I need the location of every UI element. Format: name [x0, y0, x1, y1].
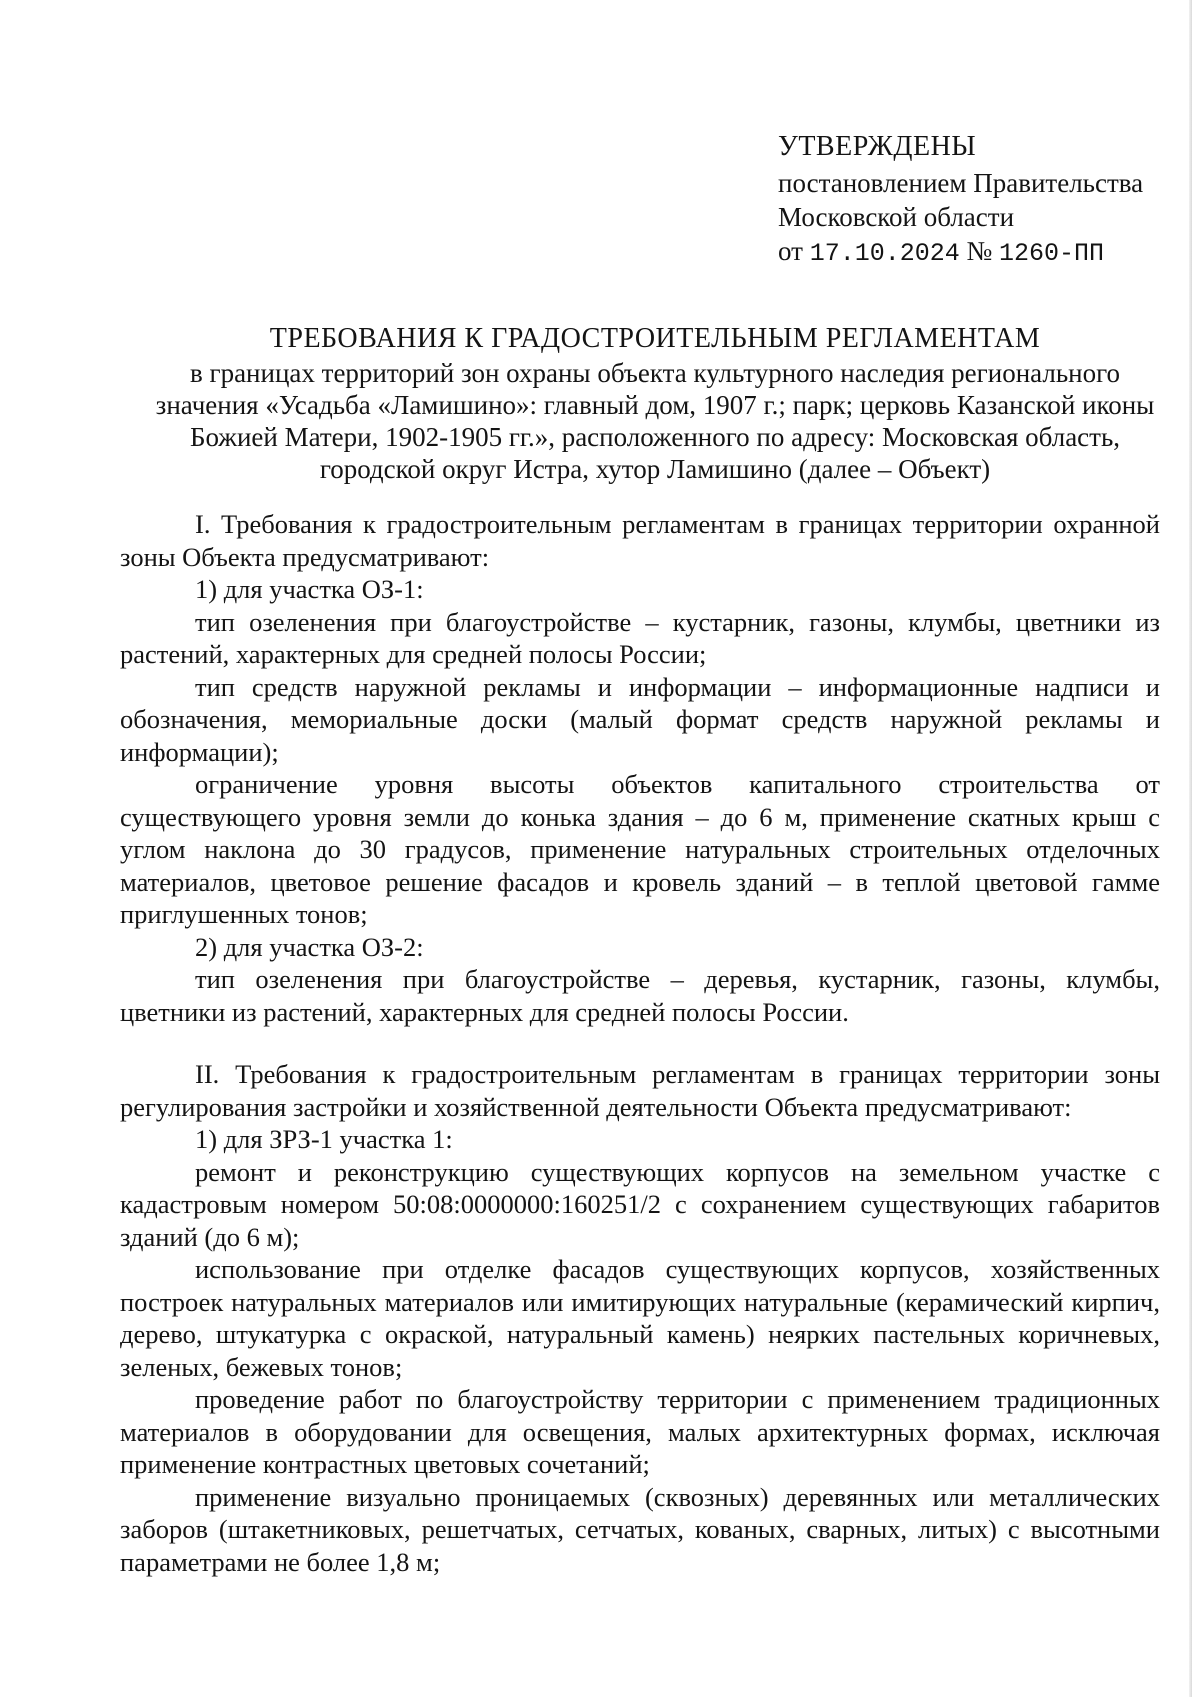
- section-1-site-1-item: тип средств наружной рекламы и информации – информационные надписи и обозначения, мемориальные доски (малый формат средств наружной рекламы и информации);: [120, 671, 1160, 767]
- section-1-site-2-label: 2) для участка ОЗ-2:: [195, 931, 424, 962]
- section-1-heading: I. Требования к градостроительным регламентам в границах территории охранной зоны Объекта предусматривают:: [120, 509, 1160, 572]
- section-2-site-1-item: проведение работ по благоустройству территории с применением традиционных материалов в оборудовании для освещения, малых архитектурных формах, исключая применение контрастных цветовых сочетаний;: [120, 1384, 1160, 1479]
- document-title: ТРЕБОВАНИЯ К ГРАДОСТРОИТЕЛЬНЫМ РЕГЛАМЕНТАМ: [269, 323, 1041, 354]
- document-subtitle: в границах территорий зон охраны объекта культурного наследия регионального значения «Усадьба «Ламишино»: главный дом, 1907 г.; парк; церковь Казанской иконы Божией Матери, 1902-1905 гг.», расположенного по адресу: Московская область, городской округ Истра, хутор Ламишино (далее – Объект): [155, 358, 1155, 484]
- section-2-site-1-item: использование при отделке фасадов существующих корпусов, хозяйственных построек натуральных материалов или имитирующих натуральные (керамический кирпич, дерево, штукатурка с окраской, натуральный камень) неярких пастельных коричневых, зеленых, бежевых тонов;: [120, 1254, 1160, 1382]
- approval-number-prefix: №: [959, 236, 999, 266]
- section-1-site-2-item: тип озеленения при благоустройстве – деревья, кустарник, газоны, клумбы, цветники из растений, характерных для средней полосы России.: [120, 964, 1160, 1027]
- section-divider-space: [120, 1028, 1160, 1058]
- scan-edge-shadow: [1189, 0, 1192, 1697]
- section-2-site-1-item: применение визуально проницаемых (сквозных) деревянных или металлических заборов (штакетниковых, решетчатых, сетчатых, кованых, сварных, литых) с высотными параметрами не более 1,8 м;: [120, 1481, 1160, 1577]
- section-2-heading: II. Требования к градостроительным регламентам в границах территории зоны регулирования застройки и хозяйственной деятельности Объекта предусматривают:: [120, 1059, 1160, 1122]
- document-title-block: [140, 323, 1170, 485]
- approval-date-prefix: от: [778, 236, 810, 266]
- approval-stamp: [778, 130, 1178, 271]
- section-1-site-1-item: ограничение уровня высоты объектов капитального строительства от существующего уровня земли до конька здания – до 6 м, применение скатных крыш с углом наклона до 30 градусов, применение натуральных строительных отделочных материалов, цветовое решение фасадов и кровель зданий – в теплой цветовой гамме приглушенных тонов;: [120, 769, 1160, 929]
- section-2-site-1-label: 1) для ЗРЗ-1 участка 1:: [195, 1124, 453, 1154]
- section-1-site-1-item: тип озеленения при благоустройстве – кустарник, газоны, клумбы, цветники из растений, характерных для средней полосы России;: [120, 606, 1160, 669]
- section-2-site-1-item: ремонт и реконструкцию существующих корпусов на земельном участке с кадастровым номером 50:08:0000000:160251/2 с сохранением существующих габаритов зданий (до 6 м);: [120, 1156, 1160, 1252]
- approval-line-region: Московской области: [778, 202, 1015, 232]
- approval-date: 17.10.2024: [809, 239, 960, 268]
- document-body: [120, 508, 1160, 1578]
- section-1-site-1-label: 1) для участка ОЗ-1:: [195, 574, 424, 604]
- approval-line-government: постановлением Правительства: [778, 168, 1144, 198]
- approval-heading: УТВЕРЖДЕНЫ: [778, 131, 977, 162]
- approval-number: 1260-ПП: [999, 239, 1105, 268]
- approval-date-line: [778, 234, 1178, 271]
